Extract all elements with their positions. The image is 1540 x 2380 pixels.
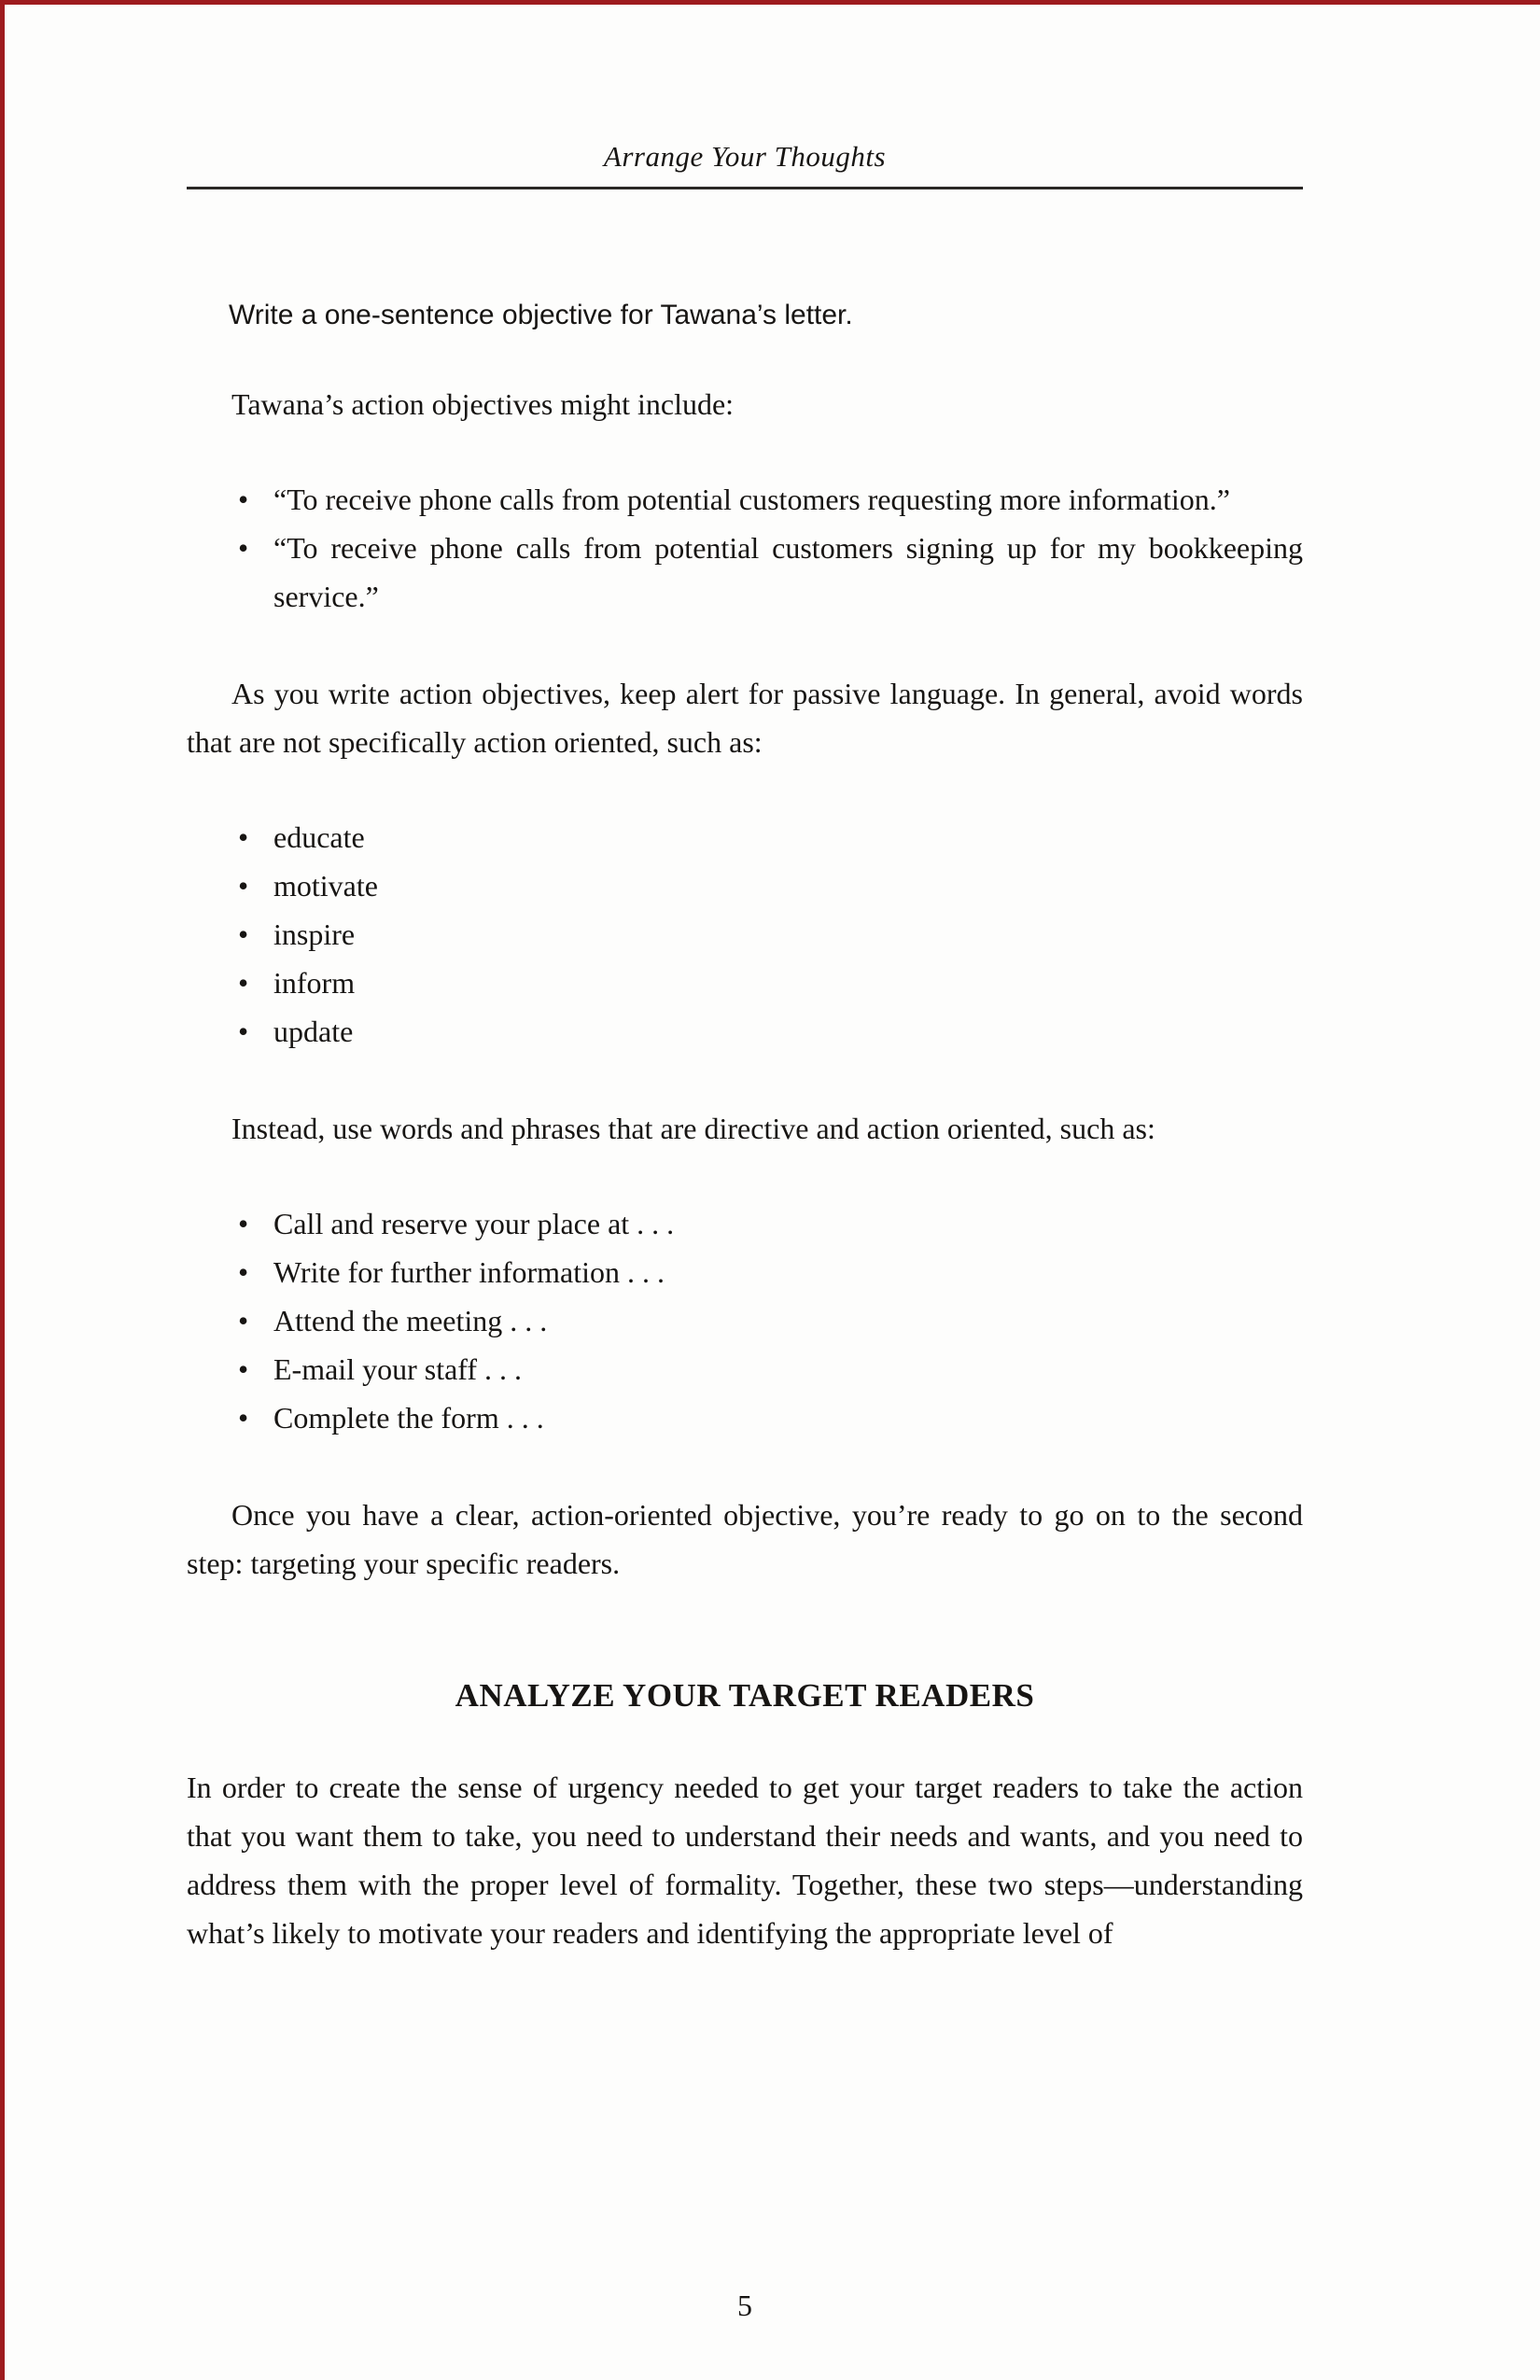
bullet-icon: •	[238, 869, 249, 903]
list-item	[238, 524, 1303, 621]
list-item	[238, 1296, 1303, 1345]
list-item-text: Complete the form . . .	[273, 1401, 544, 1435]
scan-edge-top	[0, 0, 1540, 5]
paragraph-analyze-readers: In order to create the sense of urgency needed to get your target readers to take the action that you want them to take, you need to understand their needs and wants, and you need to address them with the proper level of formality. Together, these two steps—understanding what’s likely to motivate your readers and identifying the appropriate level of	[187, 1771, 1303, 1950]
bullet-icon: •	[238, 1255, 249, 1289]
list-item-text: motivate	[273, 869, 378, 903]
list-item-text: E-mail your staff . . .	[273, 1352, 523, 1386]
list-item-text: Attend the meeting . . .	[273, 1304, 548, 1337]
list-item	[238, 475, 1303, 524]
list-item	[238, 813, 1303, 861]
scan-edge-left	[0, 0, 5, 2380]
bullet-icon: •	[238, 1352, 249, 1386]
list-item-text: “To receive phone calls from potential customers signing up for my bookkeeping service.”	[273, 531, 1303, 613]
list-item	[238, 910, 1303, 959]
list-item	[238, 959, 1303, 1007]
list-item	[238, 1007, 1303, 1056]
bullet-icon: •	[238, 1207, 249, 1240]
page-number: 5	[737, 2289, 752, 2322]
list-item-text: Call and reserve your place at . . .	[273, 1207, 675, 1240]
list-item-text: educate	[273, 820, 365, 854]
phrase-bullet-list	[238, 1199, 1303, 1442]
bullet-icon: •	[238, 1304, 249, 1337]
bullet-icon: •	[238, 966, 249, 1000]
paragraph-once-clear: Once you have a clear, action-oriented objective, you’re ready to go on to the second step: targeting your specific readers.	[187, 1498, 1303, 1580]
list-item	[238, 1345, 1303, 1393]
bullet-icon: •	[238, 917, 249, 951]
bullet-icon: •	[238, 1401, 249, 1435]
quote-bullet-list	[238, 475, 1303, 621]
paragraph-directive: Instead, use words and phrases that are directive and action oriented, such as:	[231, 1112, 1155, 1145]
list-item-text: inspire	[273, 917, 356, 951]
list-item	[238, 1199, 1303, 1248]
paragraph-passive-language: As you write action objectives, keep alert for passive language. In general, avoid words that are not specifically action oriented, such as:	[187, 677, 1303, 759]
bullet-icon: •	[238, 531, 249, 565]
list-item	[238, 861, 1303, 910]
header-rule	[187, 187, 1303, 189]
book-page	[187, 140, 1303, 1957]
exercise-instruction: Write a one-sentence objective for Tawana’s letter.	[229, 300, 853, 330]
list-item	[238, 1248, 1303, 1296]
section-heading: ANALYZE YOUR TARGET READERS	[455, 1677, 1035, 1714]
running-head: Arrange Your Thoughts	[603, 140, 887, 173]
bullet-icon: •	[238, 1015, 249, 1048]
list-item-text: inform	[273, 966, 356, 1000]
paragraph-intro: Tawana’s action objectives might include:	[231, 387, 735, 421]
bullet-icon: •	[238, 820, 249, 854]
list-item-text: update	[273, 1015, 354, 1048]
list-item-text: Write for further information . . .	[273, 1255, 665, 1289]
word-bullet-list	[238, 813, 1303, 1056]
bullet-icon: •	[238, 483, 249, 516]
list-item-text: “To receive phone calls from potential customers requesting more information.”	[273, 483, 1230, 516]
list-item	[238, 1393, 1303, 1442]
